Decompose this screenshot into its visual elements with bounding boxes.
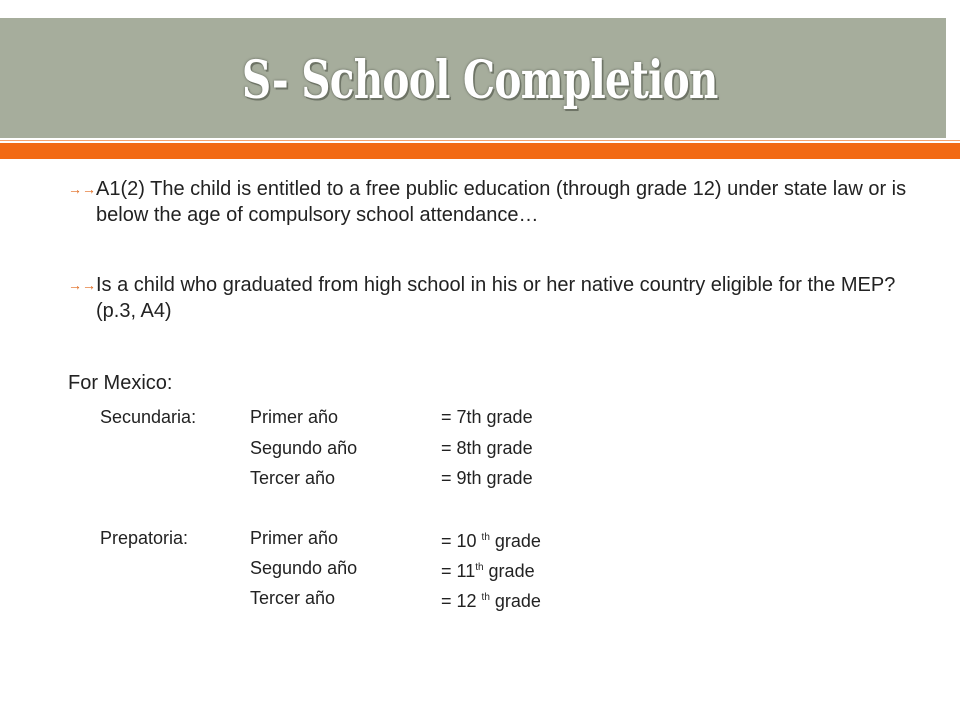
- grade-equivalent: = 11th grade: [441, 561, 535, 581]
- slide-title: S- School Completion: [241, 50, 718, 111]
- grade-equivalent: = 12 $^{th}$ grade: [441, 591, 541, 611]
- level-label: Secundaria:: [100, 407, 197, 427]
- accent-line: [0, 140, 960, 141]
- year-label: Segundo año: [250, 438, 358, 458]
- year-label: Segundo año: [250, 558, 358, 578]
- accent-bar: [0, 143, 960, 159]
- double-arrow-icon: →→: [68, 181, 96, 197]
- year-label: Tercer año: [250, 468, 336, 488]
- year-label: Primer año: [250, 407, 339, 427]
- bullet-text: Is a child who graduated from high school in his or her native country eligible for the MEP? (p.3, A4): [96, 274, 896, 322]
- year-label: Tercer año: [250, 588, 336, 608]
- grade-equivalent: = 9th grade: [441, 468, 533, 488]
- level-label: Prepatoria:: [100, 528, 189, 548]
- grade-equivalent: = 8th grade: [441, 438, 533, 458]
- bullet-item: [68, 176, 908, 228]
- grade-equivalent: = 7th grade: [441, 407, 533, 427]
- bullet-text: A1(2) The child is entitled to a free public education (through grade 12) under state law or is below the age of compulsory school attendance…: [96, 178, 907, 226]
- bullet-item: [68, 272, 908, 324]
- year-label: Primer año: [250, 528, 339, 548]
- section-heading: For Mexico:: [68, 372, 173, 394]
- double-arrow-icon: →→: [68, 277, 96, 293]
- grade-equivalent: = 10 $^{th}$ grade: [441, 531, 541, 551]
